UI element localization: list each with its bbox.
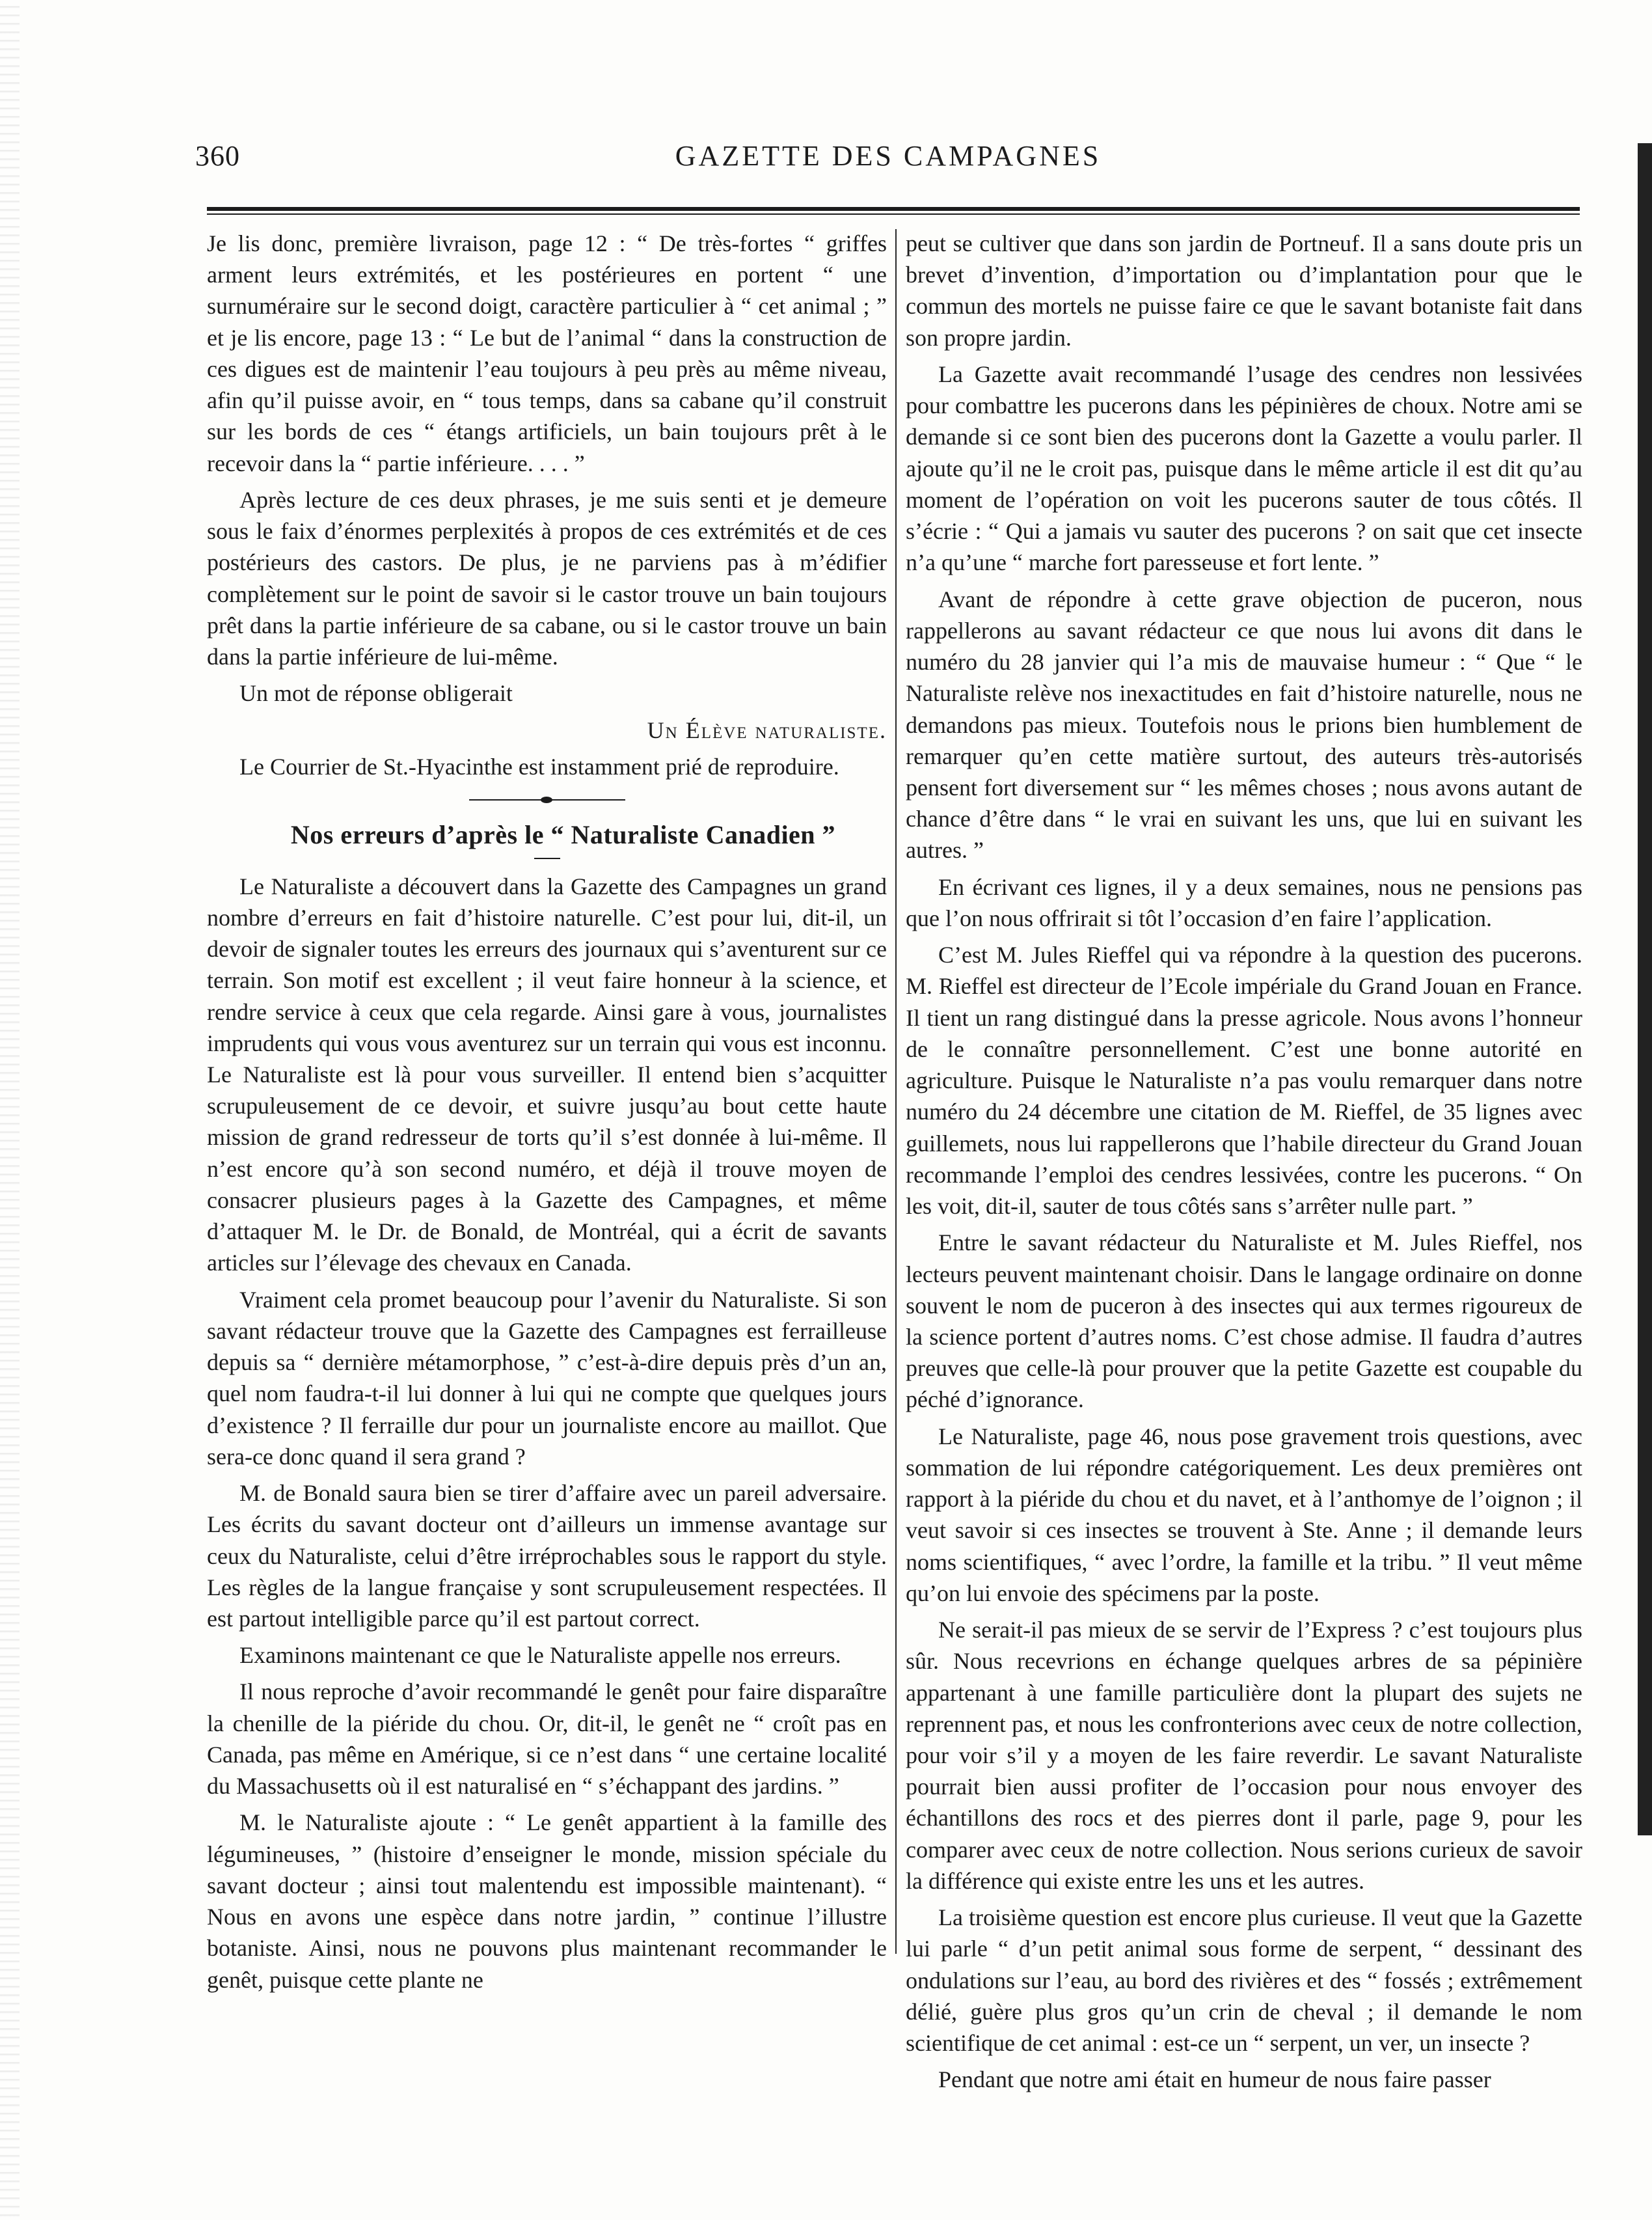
paragraph: Entre le savant rédacteur du Naturaliste et M. Jules Rieffel, nos lecteurs peuvent maintenant choisir. Dans le langage ordinaire on donne souvent le nom de puceron à des insectes qui aux termes rigoureux de la science portent d’autres noms. C’est chose admise. Il faudra d’autres preuves que celle-là pour prouver que la petite Gazette est coupable du péché d’ignorance.: [906, 1229, 1582, 1413]
paragraph: Le Naturaliste a découvert dans la Gazette des Campagnes un grand nombre d’erreurs en fait d’histoire naturelle. C’est pour lui, dit-il, un devoir de signaler toutes les erreurs des journaux qui s’aventurent sur ce terrain. Son motif est excellent ; il veut faire honneur à la science, et rendre service à ceux que cela regarde. Ainsi gare à vous, journalistes imprudents qui vous vous aventurez sur un terrain qui vous est inconnu. Le Naturaliste est là pour vous surveiller. Il entend bien s’acquitter scrupuleusement de ce devoir, et suivre jusqu’au bout cette haute mission de grand redresseur de torts qu’il s’est donnée à lui-même. Il n’est encore qu’à son second numéro, et déjà il trouve moyen de consacrer plusieurs pages à la Gazette des Campagnes, et même d’attaquer M. le Dr. de Bonald, de Montréal, qui a écrit de savants articles sur l’élevage des chevaux en Canada.: [207, 873, 887, 1276]
reprint-note: Le Courrier de St.-Hyacinthe est instamment prié de reproduire.: [239, 753, 839, 780]
paragraph: peut se cultiver que dans son jardin de Portneuf. Il a sans doute pris un brevet d’invention, d’importation ou d’implantation pour que le commun des mortels ne puisse faire ce que le savant botaniste fait dans son propre jardin.: [906, 230, 1582, 351]
paragraph: Avant de répondre à cette grave objection de puceron, nous rappellerons au savant rédacteur ce que nous lui avons dit dans le numéro du 28 janvier qui l’a mis de mauvaise humeur : “ Que “ le Naturaliste relève nos inexactitudes en fait d’histoire naturelle, nous ne demandons pas mieux. Toutefois nous le prions bien humblement de remarquer qu’en cette matière surtout, des auteurs très-autorisés pensent fort diversement sur “ les mêmes choses ; nous avons autant de chance d’être dans “ le vrai en suivant les uns, que lui en suivant les autres. ”: [906, 586, 1582, 864]
section-ornament: [469, 797, 625, 803]
paragraph: En écrivant ces lignes, il y a deux semaines, nous ne pensions pas que l’on nous offrirait si tôt l’occasion d’en faire l’application.: [906, 873, 1582, 931]
right-column: [906, 228, 1582, 2101]
paragraph: Après lecture de ces deux phrases, je me suis senti et je demeure sous le faix d’énormes perplexités à propos de ces extrémités et de ces postérieurs des castors. De plus, je ne parviens pas à m’édifier complètement sur le point de savoir si le castor trouve un bain toujours prêt dans la partie inférieure de sa cabane, ou si le castor trouve un bain dans la partie inférieure de lui-même.: [207, 486, 887, 670]
left-column: [207, 228, 887, 2001]
scan-edge-left: [0, 0, 20, 2220]
paragraph: Un mot de réponse obligerait: [239, 680, 513, 707]
paragraph: M. de Bonald saura bien se tirer d’affaire avec un pareil adversaire. Les écrits du savant docteur ont d’ailleurs un immense avantage sur ceux du Naturaliste, celui d’être irréprochables sous le rapport du style. Les règles de la langue française y sont scrupuleusement respectées. Il est partout intelligible parce qu’il est partout correct.: [207, 1480, 887, 1632]
running-title: GAZETTE DES CAMPAGNES: [675, 140, 1102, 172]
section-title: Nos erreurs d’après le “ Naturaliste Canadien ”: [290, 819, 836, 849]
paragraph: M. le Naturaliste ajoute : “ Le genêt appartient à la famille des légumineuses, ” (histoire d’enseigner le monde, mission spéciale du savant docteur ; ainsi tout malentendu est impossible maintenant). “ Nous en avons une espèce dans notre jardin, ” continue l’illustre botaniste. Ainsi, nous ne pouvons plus maintenant recommander le genêt, puisque cette plante ne: [207, 1809, 887, 1993]
paragraph: Ne serait-il pas mieux de se servir de l’Express ? c’est toujours plus sûr. Nous recevrions en échange quelques arbres de sa pépinière appartenant à une famille particulière dont la plupart des sujets ne reprennent pas, et nous les confronterions avec ceux de notre collection, pour voir s’il y a moyen de les faire reverdir. Le savant Naturaliste pourrait bien aussi profiter de l’occasion pour nous envoyer des échantillons des rocs et des pierres dont il parle, page 9, pour les comparer avec ceux de notre collection. Nous serions curieux de savoir la différence qui existe entre les uns et les autres.: [906, 1617, 1582, 1894]
paragraph: Pendant que notre ami était en humeur de nous faire passer: [938, 2066, 1491, 2093]
page-number: 360: [195, 140, 240, 172]
paragraph: C’est M. Jules Rieffel qui va répondre à la question des pucerons. M. Rieffel est directeur de l’Ecole impériale du Grand Jouan en France. Il tient un rang distingué dans la presse agricole. Nous avons l’honneur de le connaître personnellement. C’est une bonne autorité en agriculture. Puisque le Naturaliste n’a pas voulu remarquer dans notre numéro du 24 décembre une citation de M. Rieffel, de 35 lignes avec guillemets, nous lui rappellerons que l’habile directeur du Grand Jouan recommande l’emploi des cendres lessivées, contre les pucerons. “ On les voit, dit-il, sauter de tous côtés sans s’arrêter nulle part. ”: [906, 942, 1582, 1220]
column-divider: [895, 229, 897, 1954]
paragraph: Je lis donc, première livraison, page 12 : “ De très-fortes “ griffes arment leurs extrémités, et les postérieures en portent “ une surnuméraire sur le second doigt, caractère particulier à “ cet animal ; ” et je lis encore, page 13 : “ Le but de l’animal “ dans la construction de ces digues est de maintenir l’eau toujours à peu près au même niveau, afin qu’il puisse avoir, en “ tous temps, dans sa cabane qu’il construit sur les bords de ces “ étangs artificiels, un bain toujours prêt à le recevoir dans la “ partie inférieure. . . . ”: [207, 230, 887, 476]
paragraph: Vraiment cela promet beaucoup pour l’avenir du Naturaliste. Si son savant rédacteur trouve que la Gazette des Campagnes est ferrailleuse depuis sa “ dernière métamorphose, ” c’est-à-dire depuis près d’un an, quel nom faudra-t-il lui donner à lui qui ne compte que quelques jours d’existence ? Il ferraille dur pour un journaliste encore au maillot. Que sera-ce donc quand il sera grand ?: [207, 1286, 887, 1470]
title-rule: [534, 858, 560, 859]
paragraph: Il nous reproche d’avoir recommandé le genêt pour faire disparaître la chenille de la piéride du chou. Or, dit-il, le genêt ne “ croît pas en Canada, pas même en Amérique, si ce n’est dans “ une certaine localité du Massachusetts où il est naturalisé en “ s’échappant des jardins. ”: [207, 1679, 887, 1800]
signature: Un Élève naturaliste.: [647, 717, 887, 743]
header-rule: [207, 207, 1580, 215]
paragraph: La troisième question est encore plus curieuse. Il veut que la Gazette lui parle “ d’un petit animal sous forme de serpent, “ dessinant des ondulations sur l’eau, au bord des rivières et des “ fossés ; extrêmement délié, guère plus gros qu’un crin de cheval ; il demande le nom scientifique de cet animal : est-ce un “ serpent, un ver, un insecte ?: [906, 1904, 1582, 2057]
page-header: [195, 139, 1581, 185]
paragraph: Le Naturaliste, page 46, nous pose gravement trois questions, avec sommation de lui répondre catégoriquement. Les deux premières ont rapport à la piéride du chou et du navet, et à l’anthomye de l’oignon ; il veut savoir si ces insectes se trouvent à Ste. Anne ; il demande leurs noms scientifiques, “ avec l’ordre, la famille et la tribu. ” Il veut même qu’on lui envoie des spécimens par la poste.: [906, 1423, 1582, 1606]
paragraph: Examinons maintenant ce que le Naturaliste appelle nos erreurs.: [239, 1642, 841, 1669]
paragraph: La Gazette avait recommandé l’usage des cendres non lessivées pour combattre les pucerons dans les pépinières de choux. Notre ami se demande si ce sont bien des pucerons dont la Gazette a voulu parler. Il ajoute qu’il ne le croit pas, puisque dans le même article il est dit qu’au moment de l’opération on voit les pucerons sauter de tous côtés. Il s’écrie : “ Qui a jamais vu sauter des pucerons ? on sait que cet insecte n’a qu’une “ marche fort paresseuse et fort lente. ”: [906, 361, 1582, 576]
scan-edge-right: [1638, 143, 1652, 1835]
